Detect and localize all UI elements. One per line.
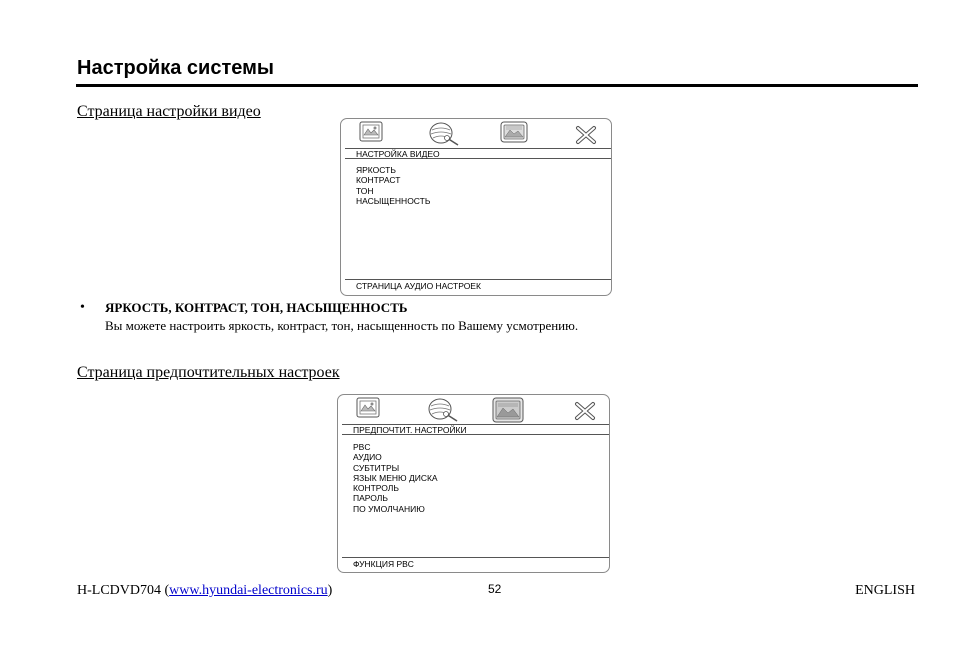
system-setup-icon[interactable] <box>354 397 382 419</box>
model-name: H-LCDVD704 ( <box>77 583 170 598</box>
title-rule <box>76 84 918 87</box>
audio-setup-icon[interactable] <box>426 397 460 423</box>
menu-item-subtitles[interactable]: СУБТИТРЫ <box>353 462 400 473</box>
panel-header: НАСТРОЙКА ВИДЕО <box>345 148 611 159</box>
panel-header: ПРЕДПОЧТИТ. НАСТРОЙКИ <box>342 424 609 435</box>
bullet-marker: • <box>80 300 85 315</box>
panel-icon-bar <box>341 119 611 147</box>
page-title: Настройка системы <box>77 57 274 79</box>
menu-item-contrast[interactable]: КОНТРАСТ <box>356 175 401 186</box>
video-setup-icon[interactable] <box>499 121 529 145</box>
menu-item-parental-control[interactable]: КОНТРОЛЬ <box>353 483 399 494</box>
website-link[interactable]: www.hyundai-electronics.ru <box>169 583 328 598</box>
panel-icon-bar <box>338 395 609 423</box>
panel-footer: ФУНКЦИЯ PBC <box>342 557 609 570</box>
menu-item-pbc[interactable]: PBC <box>353 442 371 452</box>
video-setup-panel <box>340 118 612 296</box>
panel-footer: СТРАНИЦА АУДИО НАСТРОЕК <box>345 279 611 292</box>
page-number: 52 <box>488 582 502 596</box>
footer-model <box>77 583 332 599</box>
video-settings-list <box>356 165 430 206</box>
menu-item-disc-menu-language[interactable]: ЯЗЫК МЕНЮ ДИСКА <box>353 472 438 483</box>
pref-section-label: Страница предпочтительных настроек <box>77 364 340 381</box>
menu-item-default[interactable]: ПО УМОЛЧАНИЮ <box>353 503 425 514</box>
menu-item-hue[interactable]: ТОН <box>356 185 374 196</box>
system-setup-icon[interactable] <box>357 121 385 143</box>
audio-setup-icon[interactable] <box>427 121 461 147</box>
exit-icon[interactable] <box>575 125 597 145</box>
menu-item-audio[interactable]: АУДИО <box>353 452 382 463</box>
menu-item-password[interactable]: ПАРОЛЬ <box>353 493 388 504</box>
video-setup-icon[interactable] <box>491 397 525 425</box>
menu-item-saturation[interactable]: НАСЫЩЕННОСТЬ <box>356 195 431 206</box>
bullet-description: Вы можете настроить яркость, контраст, тон, насыщенность по Вашему усмотрению. <box>105 318 579 333</box>
menu-item-brightness[interactable]: ЯРКОСТЬ <box>356 165 396 175</box>
preference-setup-panel <box>337 394 610 573</box>
footer-language: ENGLISH <box>855 583 915 598</box>
video-section-label: Страница настройки видео <box>77 103 261 120</box>
preference-settings-list <box>353 442 438 514</box>
exit-icon[interactable] <box>574 401 596 421</box>
close-paren: ) <box>327 583 333 598</box>
bullet-heading: ЯРКОСТЬ, КОНТРАСТ, ТОН, НАСЫЩЕННОСТЬ <box>105 300 408 315</box>
